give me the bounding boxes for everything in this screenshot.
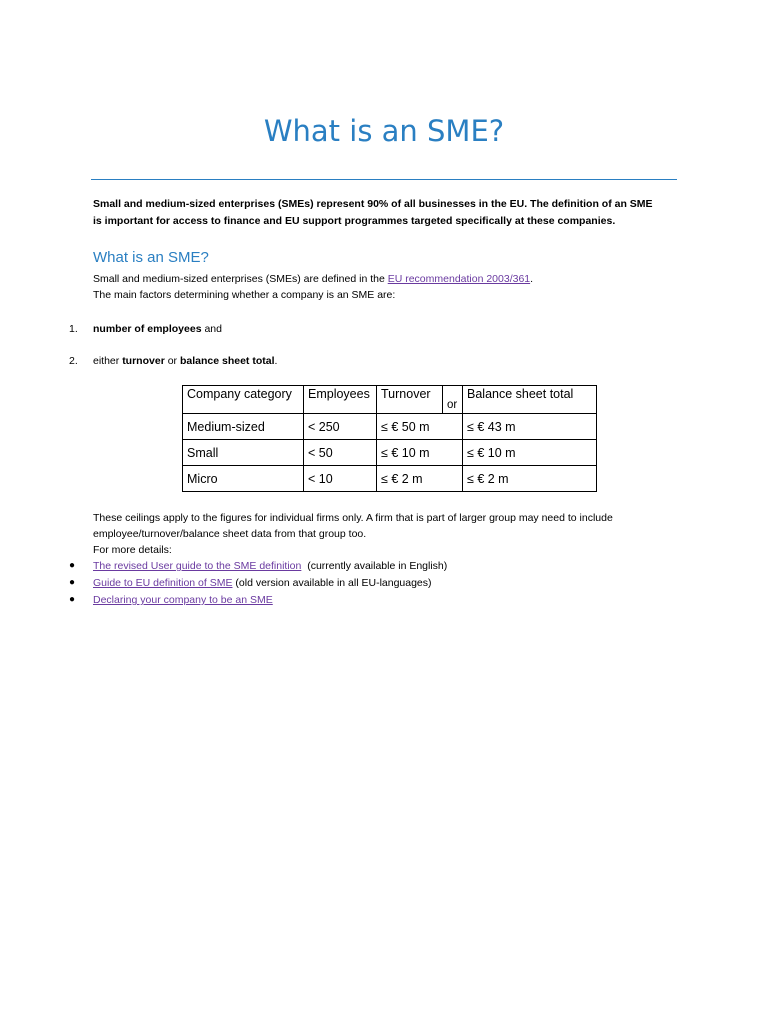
list-number-2: 2. (69, 355, 78, 367)
factors-intro: The main factors determining whether a company is an SME are: (93, 289, 396, 301)
header-or: or (443, 386, 463, 414)
cell-turnover: ≤ € 2 m (377, 466, 463, 492)
table-row (183, 440, 597, 466)
cell-balance: ≤ € 2 m (463, 466, 597, 492)
header-balance-sheet-total: Balance sheet total (463, 386, 597, 414)
bullet-icon: ● (69, 594, 76, 605)
bullet-icon: ● (69, 560, 76, 571)
header-employees: Employees (304, 386, 377, 414)
cell-employees: < 10 (304, 466, 377, 492)
bullet-icon: ● (69, 577, 76, 588)
page-title: What is an SME? (263, 114, 505, 148)
table-header-row (183, 386, 597, 414)
factor-balance: balance sheet total (179, 355, 275, 367)
revised-user-guide-link[interactable]: The revised User guide to the SME definition (93, 560, 302, 572)
table-row (183, 414, 597, 440)
list-number-1: 1. (69, 323, 78, 335)
definition-prefix: Small and medium-sized enterprises (SMEs) are defined in the (93, 273, 388, 285)
definition-line (93, 271, 533, 287)
cell-turnover: ≤ € 10 m (377, 440, 463, 466)
header-turnover: Turnover (377, 386, 443, 414)
list-item-1 (93, 321, 222, 337)
more-details-label: For more details: (93, 544, 172, 556)
cell-turnover: ≤ € 50 m (377, 414, 463, 440)
factor-2-end: . (274, 355, 278, 367)
cell-balance: ≤ € 10 m (463, 440, 597, 466)
list-item-2 (93, 353, 277, 369)
cell-employees: < 50 (304, 440, 377, 466)
cell-employees: < 250 (304, 414, 377, 440)
sme-criteria-table (182, 385, 597, 492)
section-heading: What is an SME? (93, 249, 209, 266)
factor-2-pre: either (93, 355, 123, 367)
link-note: (currently available in English) (301, 560, 448, 572)
list-item (93, 575, 432, 591)
definition-suffix: . (530, 273, 534, 285)
ceilings-paragraph: These ceilings apply to the figures for individual firms only. A firm that is part of larger group may need to include employee/turnover/balance sheet data from that group too. (93, 512, 613, 540)
intro-paragraph: Small and medium-sized enterprises (SMEs) represent 90% of all businesses in the EU. The definition of an SME is important for access to finance and EU support programmes targeted specifically at these companies. (93, 198, 653, 227)
link-note: (old version available in all EU-languages) (232, 577, 432, 589)
list-item (93, 558, 447, 574)
title-divider (91, 179, 677, 180)
factor-2-mid: or (164, 355, 180, 367)
guide-eu-definition-link[interactable]: Guide to EU definition of SME (93, 577, 233, 589)
list-item (93, 592, 273, 608)
factor-employees: number of employees (93, 323, 202, 335)
header-company-category: Company category (183, 386, 304, 414)
table-row (183, 466, 597, 492)
cell-balance: ≤ € 43 m (463, 414, 597, 440)
cell-category: Small (183, 440, 304, 466)
declaring-company-link[interactable]: Declaring your company to be an SME (93, 594, 273, 606)
factor-turnover: turnover (122, 355, 165, 367)
cell-category: Micro (183, 466, 304, 492)
factor-1-rest: and (201, 323, 222, 335)
cell-category: Medium-sized (183, 414, 304, 440)
eu-recommendation-link[interactable]: EU recommendation 2003/361 (387, 273, 531, 285)
